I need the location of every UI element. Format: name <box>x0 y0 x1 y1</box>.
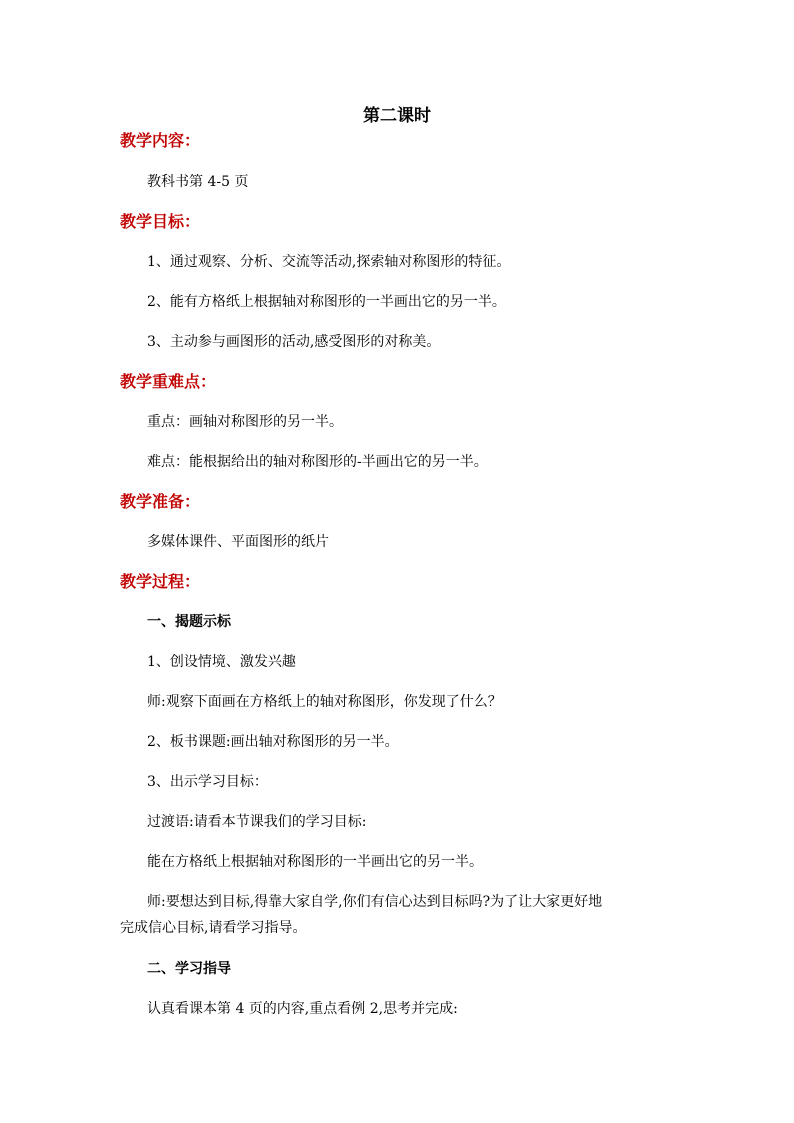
difficulty-line: 难点：能根据给出的轴对称图形的-半画出它的另一半。 <box>147 454 488 470</box>
process-line-continued: 完成信心目标,请看学习指导。 <box>120 920 307 936</box>
page-title: 第二课时 <box>363 106 431 126</box>
section-heading-goals: 教学目标： <box>120 212 201 231</box>
section-heading-preparation: 教学准备： <box>120 492 201 511</box>
goal-line-1: 1、通过观察、分析、交流等活动,探索轴对称图形的特征。 <box>147 254 511 270</box>
process-line: 3、出示学习目标： <box>147 774 268 790</box>
key-point-line: 重点：画轴对称图形的另一半。 <box>147 414 343 430</box>
process-line: 2、板书课题:画出轴对称图形的另一半。 <box>147 734 399 750</box>
process-line: 能在方格纸上根据轴对称图形的一半画出它的另一半。 <box>147 854 483 870</box>
process-part2-title: 二、学习指导 <box>147 961 231 977</box>
process-line: 1、创设情境、激发兴趣 <box>147 654 296 670</box>
goal-line-3: 3、主动参与画图形的活动,感受图形的对称美。 <box>147 334 441 350</box>
preparation-line: 多媒体课件、平面图形的纸片 <box>147 534 329 550</box>
section-heading-key-points: 教学重难点： <box>120 372 217 391</box>
process-line: 师:观察下面画在方格纸上的轴对称图形，你发现了什么？ <box>147 694 502 710</box>
section-heading-process: 教学过程： <box>120 572 201 591</box>
section-heading-content: 教学内容： <box>120 131 201 150</box>
content-line: 教科书第 4-5 页 <box>147 174 249 190</box>
process-line: 过渡语:请看本节课我们的学习目标: <box>147 814 367 830</box>
goal-line-2: 2、能有方格纸上根据轴对称图形的一半画出它的另一半。 <box>147 294 506 310</box>
process-line: 师:要想达到目标,得靠大家自学,你们有信心达到目标吗?为了让大家更好地 <box>147 894 603 910</box>
process-line: 认真看课本第 4 页的内容,重点看例 2,思考并完成: <box>147 1001 458 1017</box>
process-part1-title: 一、揭题示标 <box>147 614 231 630</box>
